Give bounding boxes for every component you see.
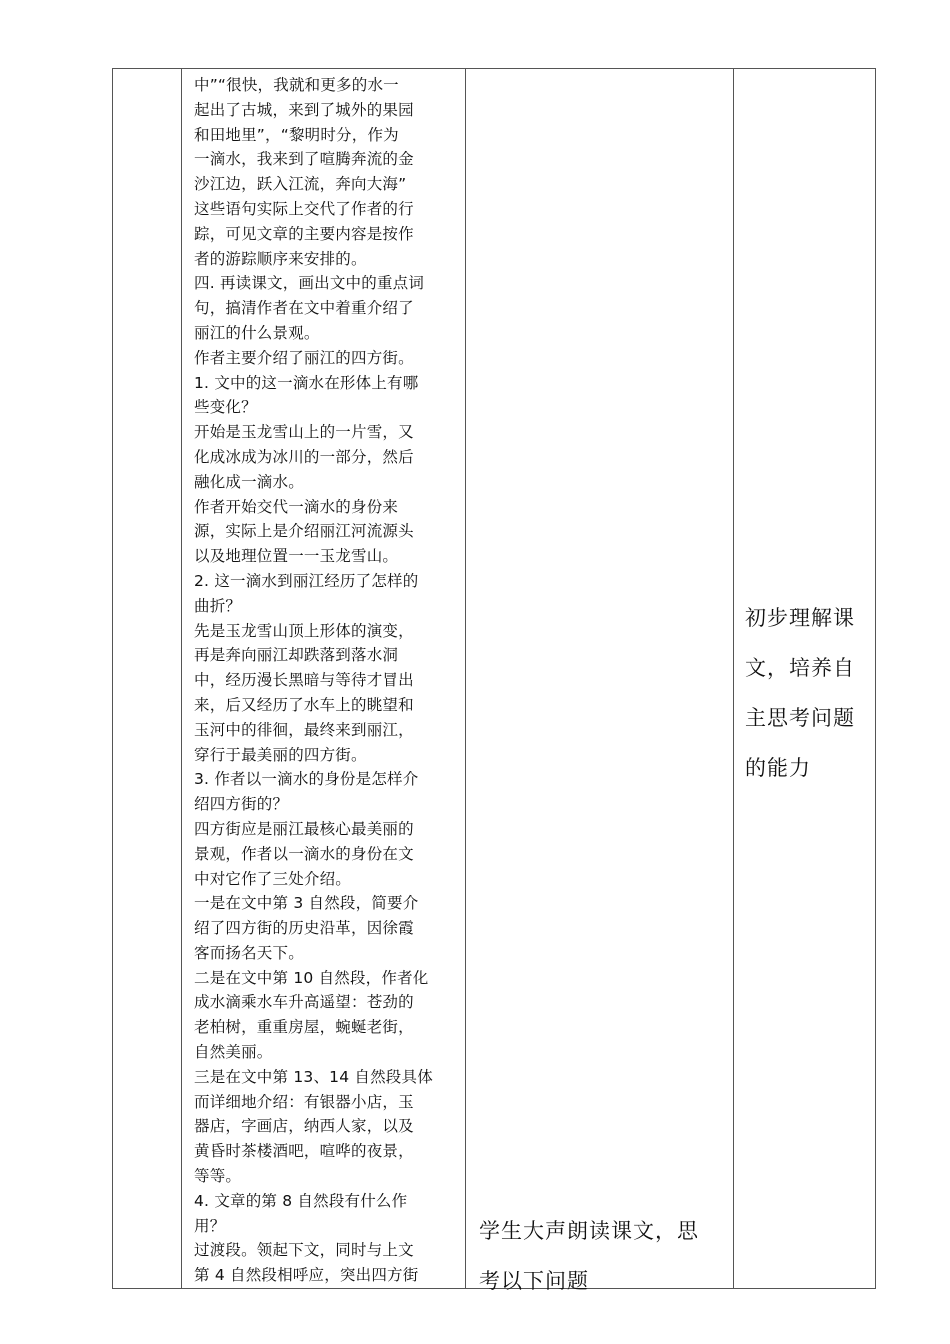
content-line: 3. 作者以一滴水的身份是怎样介 [194,770,419,789]
content-line: 中”“很快，我就和更多的水一 [194,76,399,94]
content-line: 穿行于最美丽的四方街。 [194,745,367,764]
content-line: 过渡段。领起下文，同时与上文 [194,1241,414,1260]
content-line: 开始是玉龙雪山上的一片雪，又 [194,423,414,442]
content-line: 以及地理位置一一玉龙雪山。 [194,547,399,566]
content-line: 绍四方街的？ [194,795,289,814]
content-line: 一滴水，我来到了喧腾奔流的金 [194,150,414,169]
content-line: 沙江边，跃入江流，奔向大海” [194,175,407,194]
content-line: 这些语句实际上交代了作者的行 [194,199,414,218]
content-line: 用？ [194,1216,226,1235]
content-line: 先是玉龙雪山顶上形体的演变， [194,621,414,640]
content-line: 句，搞清作者在文中着重介绍了 [194,299,414,318]
content-line: 而详细地介绍：有银器小店，玉 [194,1092,414,1111]
content-line: 源，实际上是介绍丽江河流源头 [194,522,414,541]
content-line: 黄昏时茶楼酒吧，喧哗的夜景， [194,1142,414,1161]
content-line: 成水滴乘水车升高遥望：苍劲的 [194,993,414,1012]
content-line: 老柏树，重重房屋，蜿蜒老街， [194,1018,414,1037]
content-line: 踪，可见文章的主要内容是按作 [194,224,414,243]
activity-line: 学生大声朗读课文，思 [479,1219,699,1243]
content-line: 些变化？ [194,398,257,417]
column-divider [181,69,182,1288]
content-line: 者的游踪顺序来安排的。 [194,249,367,268]
content-line: 作者开始交代一滴水的身份来 [194,497,399,516]
intent-line: 文，培养自 [745,656,855,680]
activity-line: 考以下问题 [479,1269,589,1293]
intent-line: 的能力 [745,756,811,780]
content-line: 曲折？ [194,596,242,615]
student-activity-cell [479,1206,729,1306]
content-line: 中对它作了三处介绍。 [194,869,352,888]
content-line: 和田地里”，“黎明时分，作为 [194,125,399,144]
content-line: 器店，字画店，纳西人家，以及 [194,1117,414,1136]
design-intent-cell [745,593,871,793]
content-line: 4. 文章的第 8 自然段有什么作 [194,1191,408,1210]
content-line: 起出了古城，来到了城外的果园 [194,100,414,119]
content-line: 第 4 自然段相呼应，突出四方街 [194,1266,419,1285]
content-line: 一是在文中第 3 自然段，简要介 [194,894,419,913]
teaching-content-cell [194,73,462,1288]
content-line: 自然美丽。 [194,1043,273,1062]
content-line: 四方街应是丽江最核心最美丽的 [194,819,414,838]
intent-line: 主思考问题 [745,706,855,730]
column-divider [465,69,466,1288]
content-line: 绍了四方街的历史沿革，因徐霞 [194,919,414,938]
content-line: 融化成一滴水。 [194,472,304,491]
content-line: 1. 文中的这一滴水在形体上有哪 [194,373,419,392]
content-line: 玉河中的徘徊，最终来到丽江， [194,720,414,739]
content-line: 2. 这一滴水到丽江经历了怎样的 [194,571,419,590]
content-line: 客而扬名天下。 [194,943,304,962]
column-divider [733,69,734,1288]
content-line: 丽江的什么景观。 [194,323,320,342]
content-line: 四. 再读课文，画出文中的重点词 [194,274,425,293]
content-line: 化成冰成为冰川的一部分，然后 [194,447,414,466]
content-line: 再是奔向丽江却跌落到落水洞 [194,646,399,665]
content-line: 景观，作者以一滴水的身份在文 [194,844,414,863]
content-line: 二是在文中第 10 自然段，作者化 [194,968,429,987]
content-line: 中，经历漫长黑暗与等待才冒出 [194,671,414,690]
intent-line: 初步理解课 [745,606,855,630]
content-line: 作者主要介绍了丽江的四方街。 [194,348,414,367]
content-line: 来，后又经历了水车上的眺望和 [194,695,414,714]
content-line: 三是在文中第 13、14 自然段具体 [194,1067,433,1086]
lesson-table [112,68,876,1293]
content-line: 等等。 [194,1167,242,1186]
